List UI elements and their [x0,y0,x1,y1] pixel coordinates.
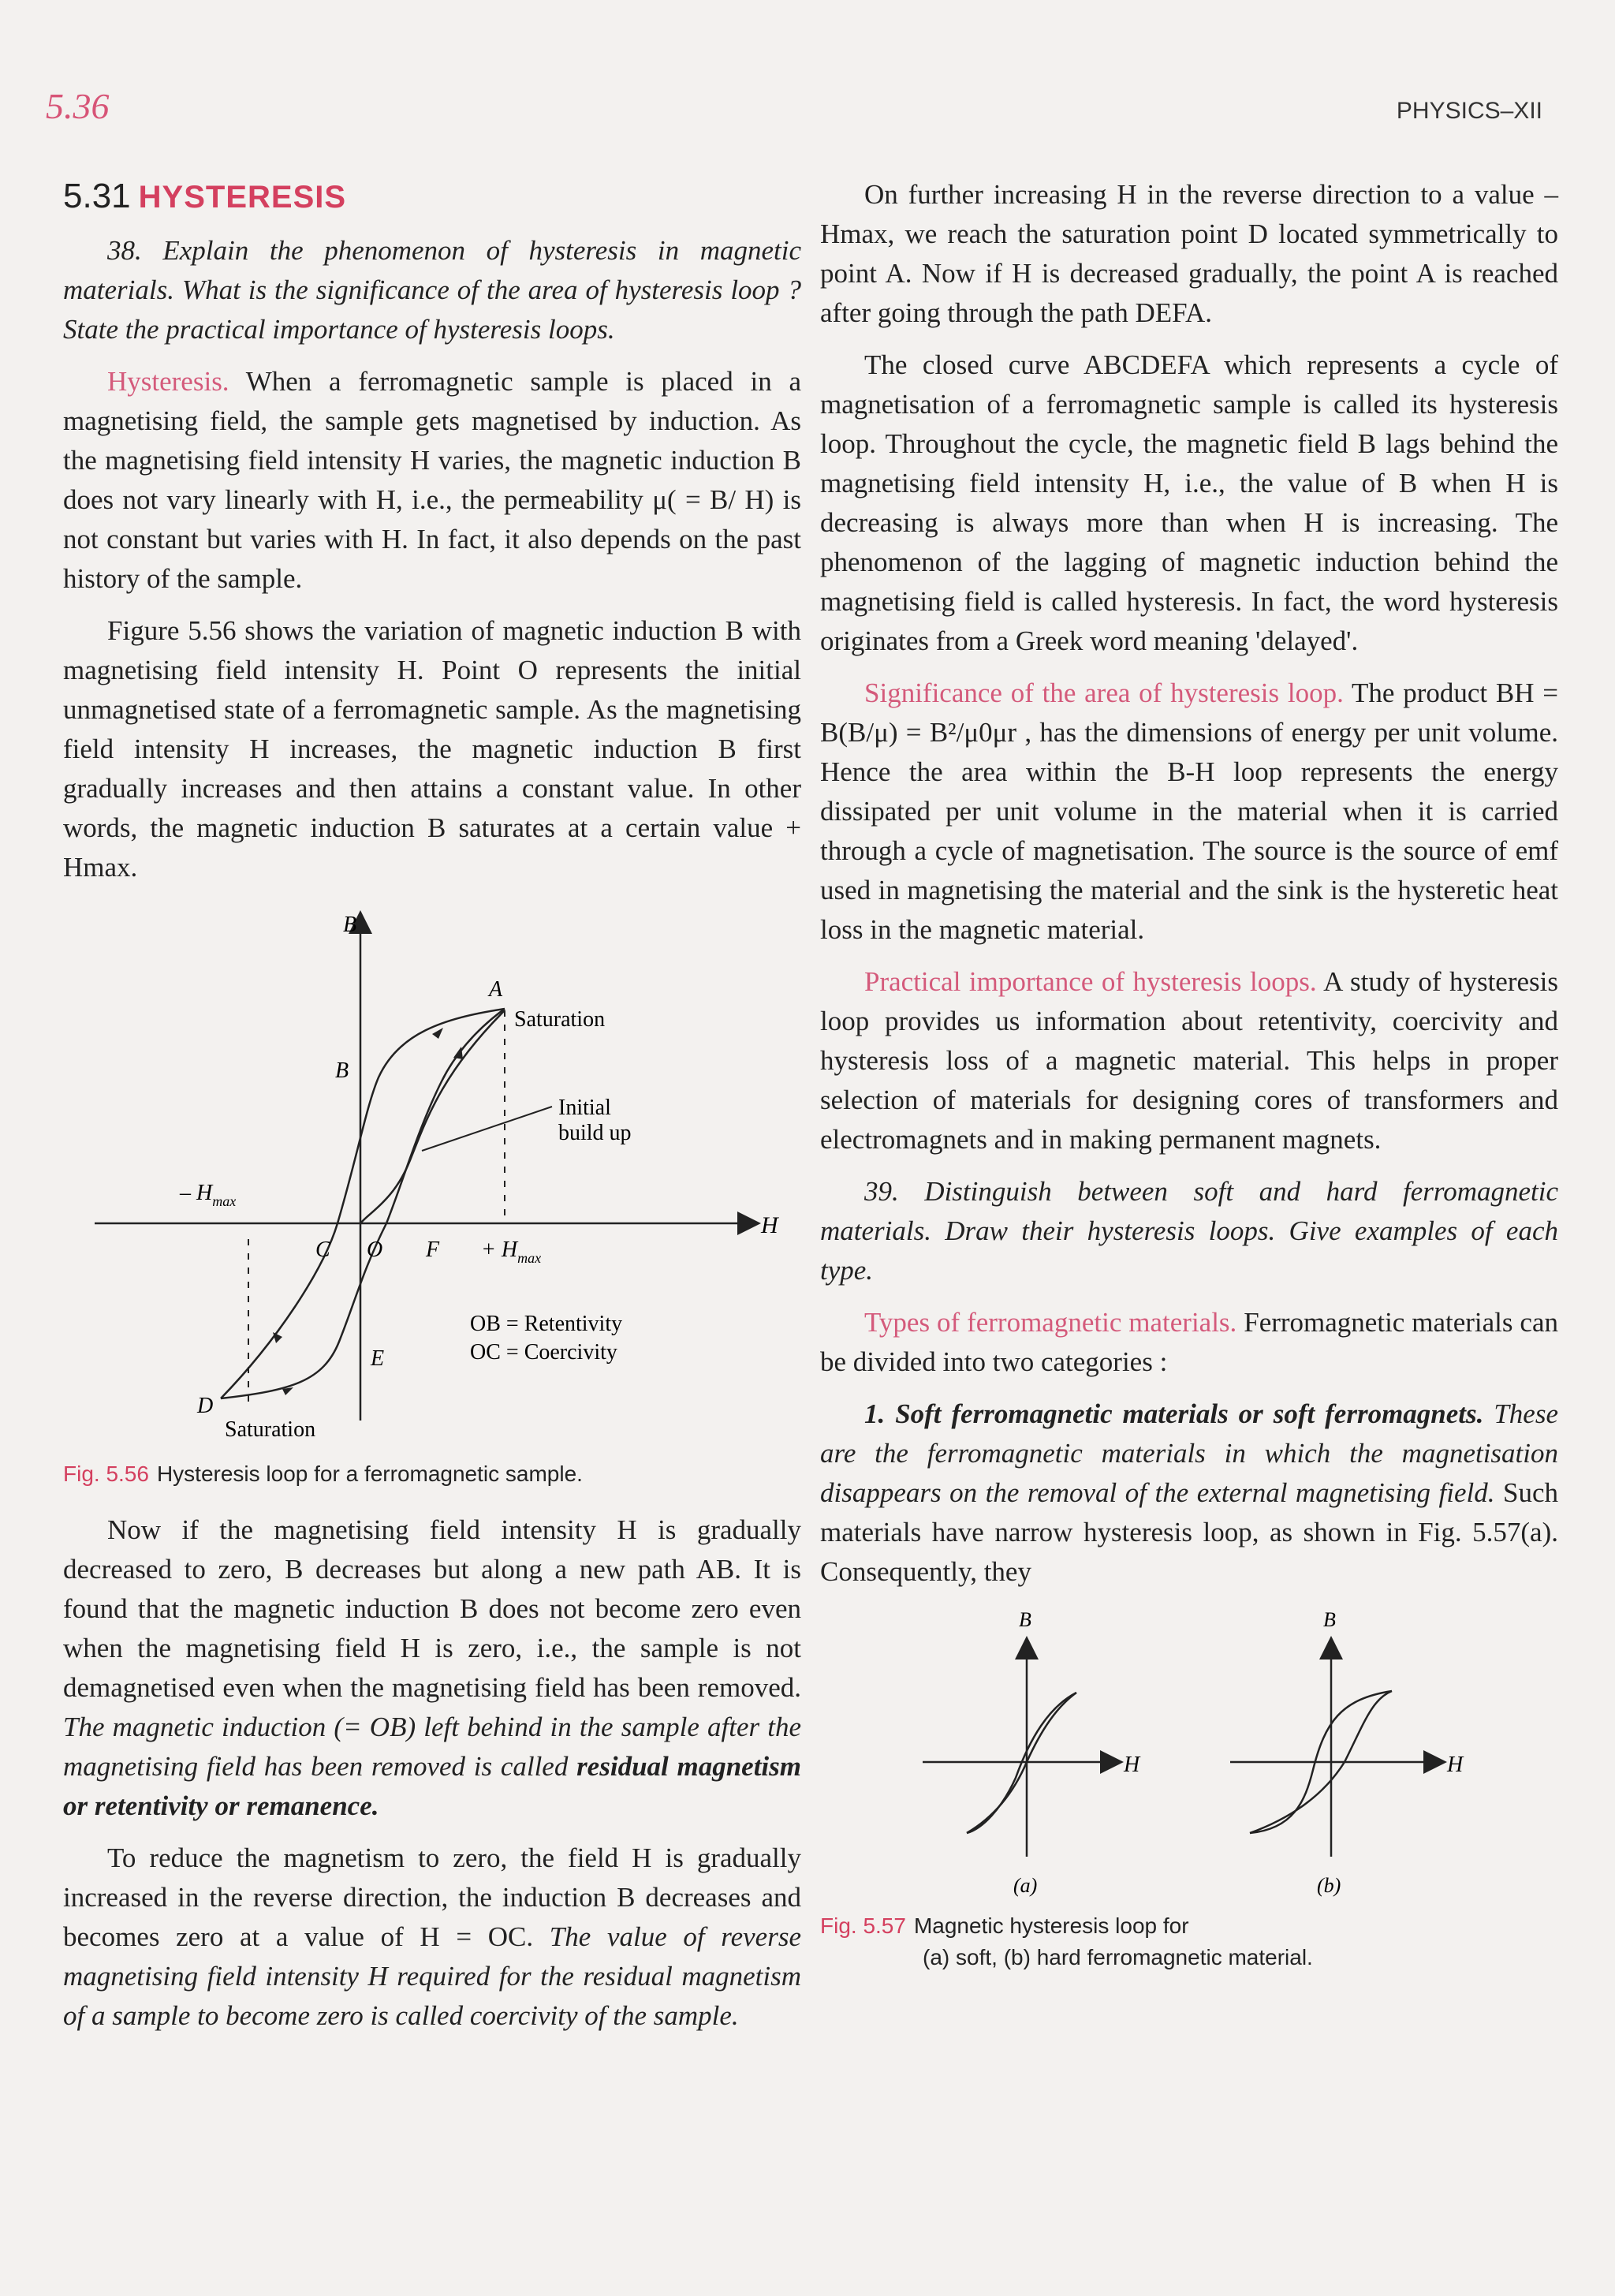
fig-5-56-label: Fig. 5.56 [63,1462,149,1486]
retentivity-label: OB = Retentivity [470,1312,623,1336]
point-a-label: A [489,977,503,1002]
hysteresis-loop-diagram [87,900,781,1452]
significance-text: The product BH = B(B/μ) = B²/μ0μr , has the dimensions of energy per unit volume. Hence the area within the B-H loop represents the energy dissipated per unit volume in the material when it is carried through a cycle of magnetisation. The source is the source of emf used in magnetising the material and the sink is the hysteretic heat loss in the magnetic material. [820,678,1558,945]
retentivity-text: Now if the magnetising field intensity H is gradually decreased to zero, B decreases but along a new path AB. It is found that the magnetic induction B does not become zero even when the magnetising field H is zero, i.e., the sample is not demagnetised even when the magnetising field has been removed. [63,1514,801,1703]
para-figure-description: Figure 5.56 shows the variation of magnetic induction B with magnetising field intensity H. Point O represents the initial unmagnetised state of a ferromagnetic sample. As the magnetising field intensity H increases, the magnetic induction B first gradually increases and then attains a constant value. In other words, the magnetic induction B saturates at a certain value + Hmax. [63,615,801,883]
figure-5-57-caption [820,1910,1558,1973]
left-column [63,175,801,2048]
para-practical-importance [820,962,1558,1159]
axis-h-label: H [761,1212,778,1238]
hysteresis-text: When a ferromagnetic sample is placed in a magnetising field, the sample gets magnetised by induction. As the magnetising field intensity H varies, the magnetic induction B does not vary linearly with H, i.e., the permeability μ( = B/ H) is not constant but varies with H. In fact, it also depends on the past history of the sample. [63,366,801,594]
retentivity-term: residual magnetism or retentivity or remanence. [63,1751,801,1821]
soft-text: Such materials have narrow hysteresis loop, as shown in Fig. 5.57(a). Consequently, they [820,1477,1558,1587]
minus-hmax-label: – $H_{max}$ [180,1181,237,1209]
point-o-label: O [367,1238,383,1262]
soft-definition: These are the ferromagnetic materials in which the magnetisation disappears on the removal of the external magnetising field. [820,1398,1558,1508]
point-e-label: E [371,1346,385,1371]
question-38: 38. Explain the phenomenon of hysteresis in magnetic materials. What is the significance of the area of hysteresis loop ? State the practical importance of hysteresis loops. [63,235,801,345]
coercivity-text: To reduce the magnetism to zero, the field H is gradually increased in the reverse direction, the induction B decreases and becomes zero at a value of H = OC. [63,1842,801,1952]
types-head: Types of ferromagnetic materials. [864,1307,1237,1338]
build-up-label: build up [558,1121,632,1145]
point-c-label: C [315,1238,330,1262]
figure-5-56 [87,900,801,1452]
point-b-label: B [335,1058,349,1083]
section-title: HYSTERESIS [138,180,347,215]
fig-b-b-label: B [1323,1608,1336,1631]
fig-a-h-label: H [1124,1753,1140,1777]
types-text: Ferromagnetic materials can be divided into two categories : [820,1307,1559,1377]
axis-b-label: B [343,913,357,937]
saturation-bottom-label: Saturation [225,1417,316,1442]
significance-head: Significance of the area of hysteresis loop. [864,678,1344,708]
para-reverse-field: On further increasing H in the reverse direction to a value – Hmax, we reach the saturation point D located symmetrically to point A. Now if H is decreased gradually, the point A is reached after going through the path DEFA. [820,179,1558,328]
figure-5-57 [820,1604,1558,1904]
point-f-label: F [426,1238,440,1262]
para-significance [820,674,1558,950]
hysteresis-head: Hysteresis. [107,366,229,397]
book-title: PHYSICS–XII [1396,98,1542,124]
fig-a-b-label: B [1019,1608,1031,1631]
practical-head: Practical importance of hysteresis loops. [864,966,1317,997]
fig-5-57-line1: Magnetic hysteresis loop for [913,1913,1189,1938]
practical-text: A study of hysteresis loop provides us information about retentivity, coercivity and hysteresis loss of a magnetic material. This helps in proper selection of materials for designing cores of transformers and electromagnets and in making permanent magnets. [820,966,1558,1155]
section-number: 5.31 [63,177,131,215]
para-retentivity [63,1510,801,1826]
initial-curve [360,1010,505,1223]
fig-5-57-label: Fig. 5.57 [820,1913,906,1938]
coercivity-definition: The value of reverse magnetising field intensity H required for the residual magnetism of a sample to become zero is called coercivity of the sample. [63,1921,801,2031]
initial-leader-line [422,1107,552,1151]
page-number: 5.36 [46,86,110,126]
para-coercivity [63,1839,801,2036]
saturation-top-label: Saturation [514,1007,606,1032]
ascending-branch [221,1009,505,1398]
plus-hmax-label: + $H_{max}$ [481,1238,542,1266]
figure-5-56-caption [63,1458,801,1490]
fig-b-h-label: H [1447,1753,1464,1777]
coercivity-label: OC = Coercivity [470,1340,617,1365]
fig-b-sublabel: (b) [1317,1874,1341,1897]
section-heading [63,175,801,218]
fig-5-56-text: Hysteresis loop for a ferromagnetic sample. [156,1462,583,1486]
para-soft-ferromagnets [820,1394,1558,1592]
initial-label: Initial [558,1096,611,1120]
hard-loop-graph [1230,1608,1464,1897]
question-39: 39. Distinguish between soft and hard ferromagnetic materials. Draw their hysteresis loops. Give examples of each type. [820,1176,1558,1286]
soft-head: 1. Soft ferromagnetic materials or soft ferromagnets. [864,1398,1484,1429]
soft-hard-loops-diagram [820,1604,1558,1904]
descending-branch [221,1009,505,1398]
para-hysteresis-loop: The closed curve ABCDEFA which represents a cycle of magnetisation of a ferromagnetic sample is called its hysteresis loop. Throughout the cycle, the magnetic field B lags behind the magnetising field intensity H, i.e., the value of B when H is decreasing is always more than when H is increasing. The phenomenon of the lagging of magnetic induction behind the magnetising field is called hysteresis. In fact, the word hysteresis originates from a Greek word meaning 'delayed'. [820,349,1558,656]
para-hysteresis [63,362,801,599]
fig-5-57-line2: (a) soft, (b) hard ferromagnetic material. [923,1945,1313,1969]
right-column [820,175,1558,1994]
retentivity-definition: The magnetic induction (= OB) left behind in the sample after the magnetising field has been removed is called [63,1712,801,1782]
soft-loop-graph [923,1608,1141,1897]
para-types [820,1303,1558,1382]
point-d-label: D [197,1394,214,1418]
fig-a-sublabel: (a) [1013,1874,1038,1897]
